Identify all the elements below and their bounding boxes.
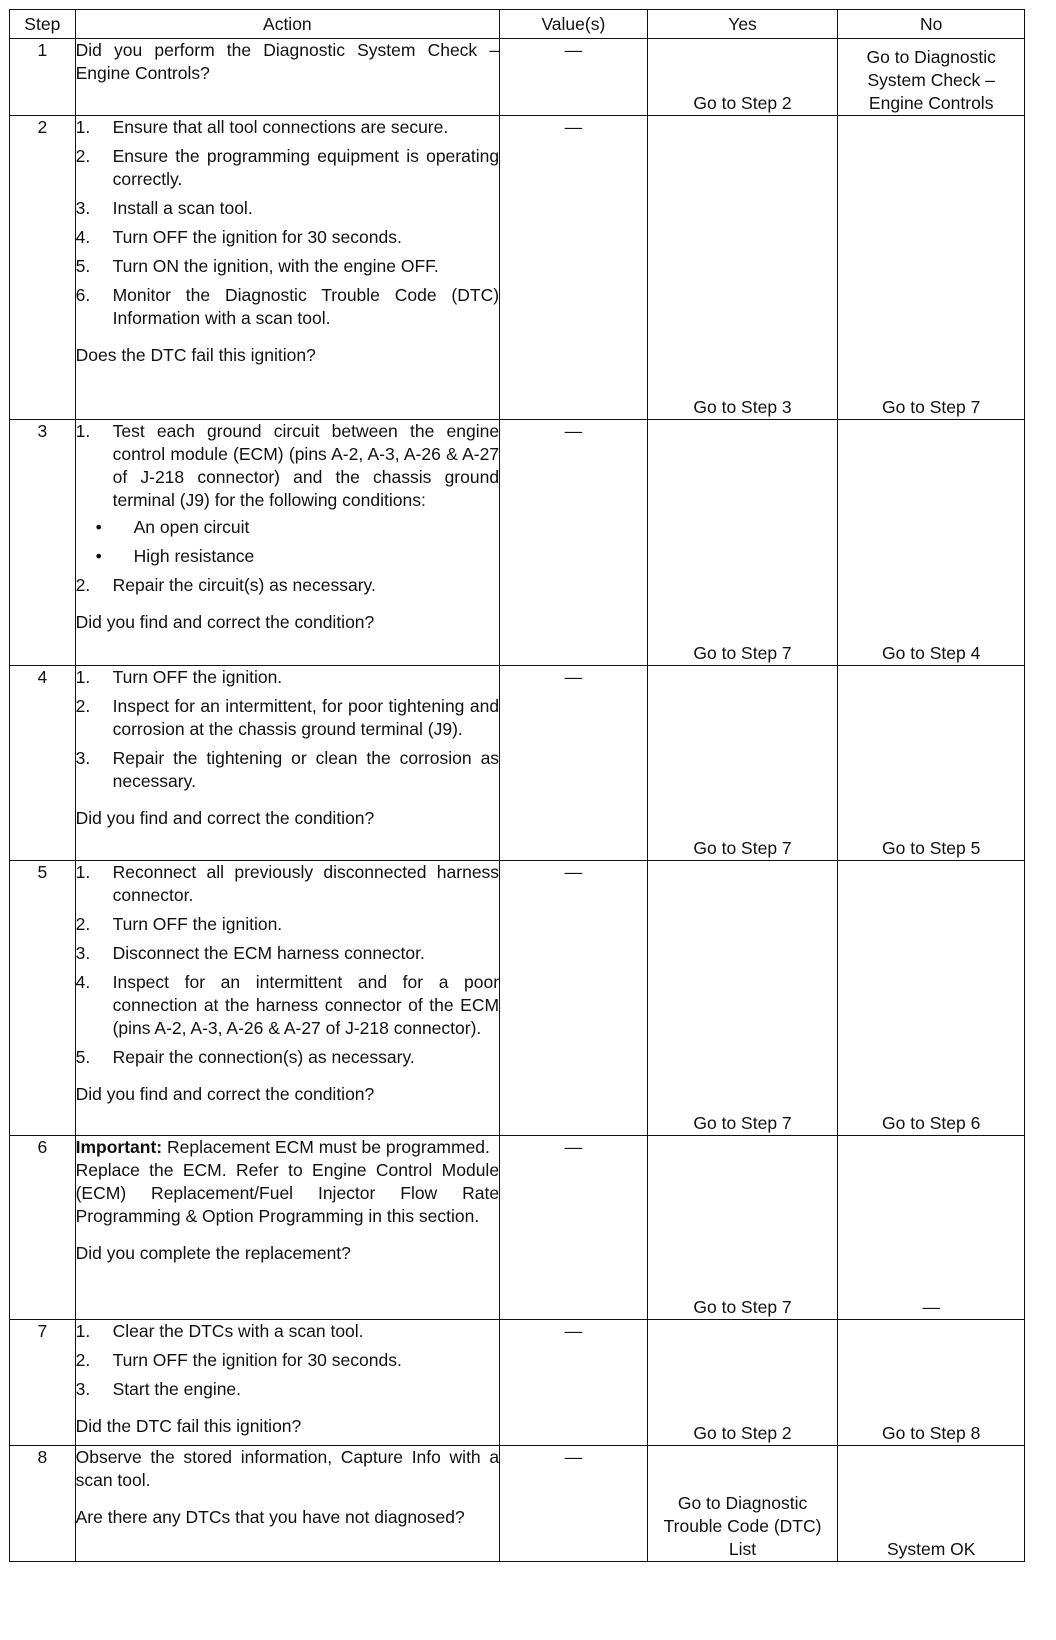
action-cell <box>75 420 499 666</box>
item-number: 2. <box>75 146 91 166</box>
value-cell: — <box>500 116 648 420</box>
list-item <box>76 913 499 936</box>
yes-cell <box>647 666 838 861</box>
list-item <box>76 666 499 689</box>
header-value: Value(s) <box>500 10 648 39</box>
item-text: Turn OFF the ignition. <box>112 667 283 687</box>
item-text: Install a scan tool. <box>112 198 253 218</box>
item-number: 2. <box>75 575 91 595</box>
table-row <box>10 666 1025 861</box>
no-cell <box>838 1320 1025 1446</box>
condition-bullets <box>76 516 499 568</box>
no-result: Go to Step 7 <box>882 397 981 417</box>
action-cell <box>75 1320 499 1446</box>
bullet-icon: • <box>95 546 102 566</box>
item-number: 4. <box>75 227 91 247</box>
item-number: 2. <box>75 914 91 934</box>
list-item <box>76 1046 499 1069</box>
no-cell <box>838 39 1025 116</box>
item-number: 1. <box>75 117 91 137</box>
no-result: Go to Step 5 <box>882 838 981 858</box>
no-cell <box>838 420 1025 666</box>
list-item <box>76 861 499 907</box>
list-item <box>76 971 499 1040</box>
yes-cell <box>647 1136 838 1320</box>
item-number: 1. <box>75 667 91 687</box>
action-text: Replace the ECM. Refer to Engine Control Module (ECM) Replacement/Fuel Injector Flow Rate Programming & Option Programming in this section. <box>75 1160 500 1226</box>
item-text: Turn OFF the ignition. <box>112 914 283 934</box>
yes-result: Go to Step 7 <box>693 1297 792 1317</box>
item-number: 1. <box>75 862 91 882</box>
list-item <box>76 1320 499 1343</box>
table-row <box>10 420 1025 666</box>
item-number: 2. <box>75 696 91 716</box>
step-number: 1 <box>10 39 76 116</box>
yes-result: Go to Step 7 <box>693 643 792 663</box>
value-cell: — <box>500 1446 648 1562</box>
action-cell <box>75 39 499 116</box>
action-cell <box>75 1446 499 1562</box>
item-number: 3. <box>75 943 91 963</box>
item-text: Turn ON the ignition, with the engine OFF. <box>112 256 439 276</box>
action-text: Observe the stored information, Capture Info with a scan tool. <box>75 1447 500 1490</box>
no-cell <box>838 861 1025 1136</box>
item-text: Ensure that all tool connections are secure. <box>112 117 449 137</box>
header-yes: Yes <box>647 10 838 39</box>
header-step: Step <box>10 10 76 39</box>
item-text: Disconnect the ECM harness connector. <box>112 943 425 963</box>
no-result: System OK <box>886 1539 976 1559</box>
item-text: Reconnect all previously disconnected harness connector. <box>112 862 500 905</box>
list-item <box>76 1349 499 1372</box>
action-question: Are there any DTCs that you have not diagnosed? <box>75 1507 465 1527</box>
list-item <box>76 516 499 539</box>
yes-result: Go to Step 7 <box>693 1113 792 1133</box>
table-row <box>10 39 1025 116</box>
list-item <box>76 420 499 512</box>
action-cell <box>75 116 499 420</box>
yes-result: Go to Step 3 <box>693 397 792 417</box>
list-item <box>76 197 499 220</box>
list-item <box>76 545 499 568</box>
item-number: 1. <box>75 421 91 441</box>
table-row <box>10 1136 1025 1320</box>
step-number: 4 <box>10 666 76 861</box>
no-result: Go to Diagnostic System Check – Engine Controls <box>866 47 996 113</box>
item-text: Ensure the programming equipment is operating correctly. <box>112 146 500 189</box>
list-item <box>76 747 499 793</box>
list-item <box>76 226 499 249</box>
value-cell: — <box>500 420 648 666</box>
step-number: 6 <box>10 1136 76 1320</box>
no-cell <box>838 666 1025 861</box>
action-cell <box>75 666 499 861</box>
bullet-text: High resistance <box>133 546 255 566</box>
list-item <box>76 695 499 741</box>
step-number: 2 <box>10 116 76 420</box>
action-question: Does the DTC fail this ignition? <box>75 345 316 365</box>
action-cell <box>75 1136 499 1320</box>
action-question: Did you find and correct the condition? <box>75 1084 375 1104</box>
table-row <box>10 116 1025 420</box>
item-text: Turn OFF the ignition for 30 seconds. <box>112 1350 402 1370</box>
yes-cell <box>647 420 838 666</box>
list-item <box>76 116 499 139</box>
header-action: Action <box>75 10 499 39</box>
list-item <box>76 145 499 191</box>
item-number: 3. <box>75 1379 91 1399</box>
item-number: 1. <box>75 1321 91 1341</box>
bullet-icon: • <box>95 517 102 537</box>
action-steps <box>76 574 499 597</box>
item-text: Monitor the Diagnostic Trouble Code (DTC) Information with a scan tool. <box>112 285 500 328</box>
no-result: Go to Step 8 <box>882 1423 981 1443</box>
value-cell: — <box>500 666 648 861</box>
no-cell <box>838 116 1025 420</box>
yes-cell <box>647 116 838 420</box>
item-text: Inspect for an intermittent and for a poor connection at the harness connector of the ECM (pins A-2, A-3, A-26 & A-27 of J-218 connector). <box>112 972 500 1038</box>
yes-cell <box>647 1320 838 1446</box>
action-steps <box>76 116 499 330</box>
yes-result: Go to Step 2 <box>693 1423 792 1443</box>
important-label: Important: <box>75 1137 163 1157</box>
no-result: Go to Step 6 <box>882 1113 981 1133</box>
table-row <box>10 861 1025 1136</box>
step-number: 3 <box>10 420 76 666</box>
header-no: No <box>838 10 1025 39</box>
step-number: 8 <box>10 1446 76 1562</box>
action-question: Did you complete the replacement? <box>75 1243 351 1263</box>
bullet-text: An open circuit <box>133 517 250 537</box>
action-steps <box>76 1320 499 1401</box>
action-text: Did you perform the Diagnostic System Check – Engine Controls? <box>75 40 500 83</box>
action-question: Did you find and correct the condition? <box>75 808 375 828</box>
item-number: 3. <box>75 748 91 768</box>
no-result: Go to Step 4 <box>882 643 981 663</box>
item-text: Start the engine. <box>112 1379 242 1399</box>
item-text: Inspect for an intermittent, for poor tightening and corrosion at the chassis ground terminal (J9). <box>112 696 500 739</box>
value-cell: — <box>500 1136 648 1320</box>
yes-result: Go to Diagnostic Trouble Code (DTC) List <box>663 1493 822 1559</box>
important-text: Replacement ECM must be programmed. <box>162 1137 490 1157</box>
value-cell: — <box>500 861 648 1136</box>
item-number: 6. <box>75 285 91 305</box>
yes-cell <box>647 861 838 1136</box>
step-number: 5 <box>10 861 76 1136</box>
header-row <box>10 10 1025 39</box>
list-item <box>76 574 499 597</box>
item-text: Turn OFF the ignition for 30 seconds. <box>112 227 402 247</box>
action-cell <box>75 861 499 1136</box>
item-number: 3. <box>75 198 91 218</box>
list-item <box>76 255 499 278</box>
list-item <box>76 1378 499 1401</box>
list-item <box>76 284 499 330</box>
yes-result: Go to Step 7 <box>693 838 792 858</box>
item-number: 5. <box>75 1047 91 1067</box>
table-row <box>10 1320 1025 1446</box>
list-item <box>76 942 499 965</box>
item-text: Repair the tightening or clean the corrosion as necessary. <box>112 748 500 791</box>
yes-cell <box>647 39 838 116</box>
item-text: Test each ground circuit between the engine control module (ECM) (pins A-2, A-3, A-26 & A-27 of J-218 connector) and the chassis ground terminal (J9) for the following conditions: <box>112 421 500 510</box>
no-result: — <box>922 1297 940 1317</box>
item-number: 5. <box>75 256 91 276</box>
item-text: Repair the connection(s) as necessary. <box>112 1047 415 1067</box>
item-text: Repair the circuit(s) as necessary. <box>112 575 376 595</box>
yes-cell <box>647 1446 838 1562</box>
value-cell: — <box>500 39 648 116</box>
action-steps <box>76 420 499 512</box>
diagnostic-table <box>9 9 1025 1562</box>
action-steps <box>76 666 499 793</box>
item-number: 4. <box>75 972 91 992</box>
action-steps <box>76 861 499 1069</box>
yes-result: Go to Step 2 <box>693 93 792 113</box>
no-cell <box>838 1446 1025 1562</box>
table-row <box>10 1446 1025 1562</box>
item-number: 2. <box>75 1350 91 1370</box>
item-text: Clear the DTCs with a scan tool. <box>112 1321 364 1341</box>
action-question: Did the DTC fail this ignition? <box>75 1416 302 1436</box>
action-question: Did you find and correct the condition? <box>75 612 375 632</box>
value-cell: — <box>500 1320 648 1446</box>
important-note <box>76 1136 499 1159</box>
step-number: 7 <box>10 1320 76 1446</box>
no-cell <box>838 1136 1025 1320</box>
